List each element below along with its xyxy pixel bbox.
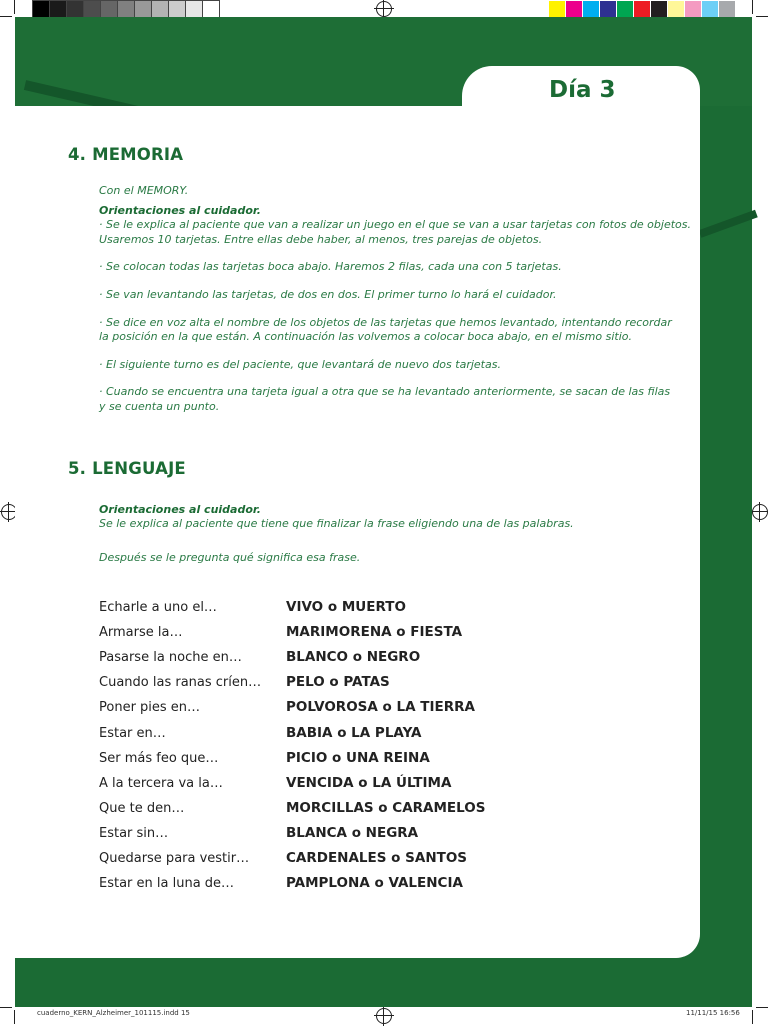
color-swatch <box>651 1 667 17</box>
phrase-options: MORCILLAS o CARAMELOS <box>286 799 486 816</box>
memoria-line: Usaremos 10 tarjetas. Entre ellas debe haber, al menos, tres parejas de objetos. <box>99 233 543 246</box>
crop-mark <box>756 16 768 17</box>
memoria-line: · Se dice en voz alta el nombre de los objetos de las tarjetas que hemos levantado, intentando recordar <box>99 316 672 329</box>
crop-mark <box>0 16 12 17</box>
phrase-start: A la tercera va la… <box>99 775 223 791</box>
phrase-options: BABIA o LA PLAYA <box>286 724 422 741</box>
phrase-start: Cuando las ranas críen… <box>99 675 262 691</box>
crop-mark <box>14 1010 15 1024</box>
phrase-options: VENCIDA o LA ÚLTIMA <box>286 774 452 791</box>
phrase-options: POLVOROSA o LA TIERRA <box>286 699 475 716</box>
grayscale-swatch <box>118 1 134 17</box>
phrase-options: PAMPLONA o VALENCIA <box>286 875 463 892</box>
color-swatch <box>668 1 684 17</box>
color-swatch <box>634 1 650 17</box>
crop-mark <box>0 1007 12 1008</box>
registration-mark-bottom <box>376 1008 392 1024</box>
memoria-line: · Se le explica al paciente que van a realizar un juego en el que se van a usar tarjetas con fotos de objetos. <box>99 218 691 231</box>
grayscale-swatch <box>84 1 100 17</box>
crop-mark <box>756 1007 768 1008</box>
crop-mark <box>752 1010 753 1024</box>
color-swatch <box>549 1 565 17</box>
day-title: Día 3 <box>549 77 616 103</box>
color-swatch <box>685 1 701 17</box>
phrase-options: CARDENALES o SANTOS <box>286 850 468 866</box>
memoria-line: y se cuenta un punto. <box>99 400 220 413</box>
registration-mark-right <box>752 504 768 520</box>
color-swatch <box>583 1 599 17</box>
memoria-line: · Cuando se encuentra una tarjeta igual a otra que se ha levantado anteriormente, se sacan de las filas <box>99 385 671 398</box>
memoria-line: · El siguiente turno es del paciente, que levantará de nuevo dos tarjetas. <box>99 358 501 371</box>
phrase-start: Ser más feo que… <box>99 750 219 766</box>
color-swatch <box>719 1 735 17</box>
grayscale-swatch <box>50 1 66 17</box>
memoria-line: · Se van levantando las tarjetas, de dos en dos. El primer turno lo hará el cuidador. <box>99 288 557 301</box>
lenguaje-guidance-heading: Orientaciones al cuidador. <box>99 503 261 516</box>
phrase-start: Pasarse la noche en… <box>99 650 242 666</box>
phrase-options: MARIMORENA o FIESTA <box>286 624 463 641</box>
grayscale-swatch <box>67 1 83 17</box>
crop-mark <box>14 0 15 14</box>
phrase-start: Estar sin… <box>99 825 169 841</box>
memoria-intro: Con el MEMORY. <box>99 184 189 197</box>
color-swatch <box>702 1 718 17</box>
phrase-start: Que te den… <box>99 800 185 816</box>
color-swatch <box>566 1 582 17</box>
phrase-options: VIVO o MUERTO <box>286 599 406 615</box>
grayscale-swatch <box>203 1 219 17</box>
grayscale-swatch <box>101 1 117 17</box>
phrase-start: Poner pies en… <box>99 700 201 716</box>
color-swatch <box>617 1 633 17</box>
phrase-options: PELO o PATAS <box>286 674 390 691</box>
grayscale-swatch <box>135 1 151 17</box>
phrase-start: Estar en… <box>99 725 166 741</box>
footer-timestamp: 11/11/15 16:56 <box>686 1009 740 1017</box>
phrase-options: BLANCO o NEGRO <box>286 649 421 666</box>
section-title-lenguaje: 5. LENGUAJE <box>68 459 186 478</box>
memoria-guidance-heading: Orientaciones al cuidador. <box>99 204 261 217</box>
footer-file-info: cuaderno_KERN_Alzheimer_101115.indd 15 <box>37 1009 190 1017</box>
memoria-line: la posición en la que están. A continuación las volvemos a colocar boca abajo, en el mismo sitio. <box>99 330 632 343</box>
phrase-start: Quedarse para vestir… <box>99 851 250 866</box>
phrase-start: Estar en la luna de… <box>99 876 235 892</box>
grayscale-swatch <box>152 1 168 17</box>
decorative-stripe <box>24 80 163 106</box>
phrase-options: BLANCA o NEGRA <box>286 824 419 841</box>
grayscale-swatch <box>186 1 202 17</box>
lenguaje-instruction: Se le explica al paciente que tiene que finalizar la frase eligiendo una de las palabras. <box>99 517 574 530</box>
section-title-memoria: 4. MEMORIA <box>68 145 184 164</box>
phrase-start: Echarle a uno el… <box>99 600 217 615</box>
grayscale-swatch <box>33 1 49 17</box>
memoria-line: · Se colocan todas las tarjetas boca abajo. Haremos 2 filas, cada una con 5 tarjetas. <box>99 260 562 273</box>
phrase-options: PICIO o UNA REINA <box>286 749 430 766</box>
phrase-start: Armarse la… <box>99 625 183 641</box>
grayscale-swatch <box>169 1 185 17</box>
crop-mark <box>752 0 753 14</box>
lenguaje-followup: Después se le pregunta qué significa esa frase. <box>99 551 361 564</box>
color-swatch <box>600 1 616 17</box>
registration-mark-top <box>376 1 392 17</box>
